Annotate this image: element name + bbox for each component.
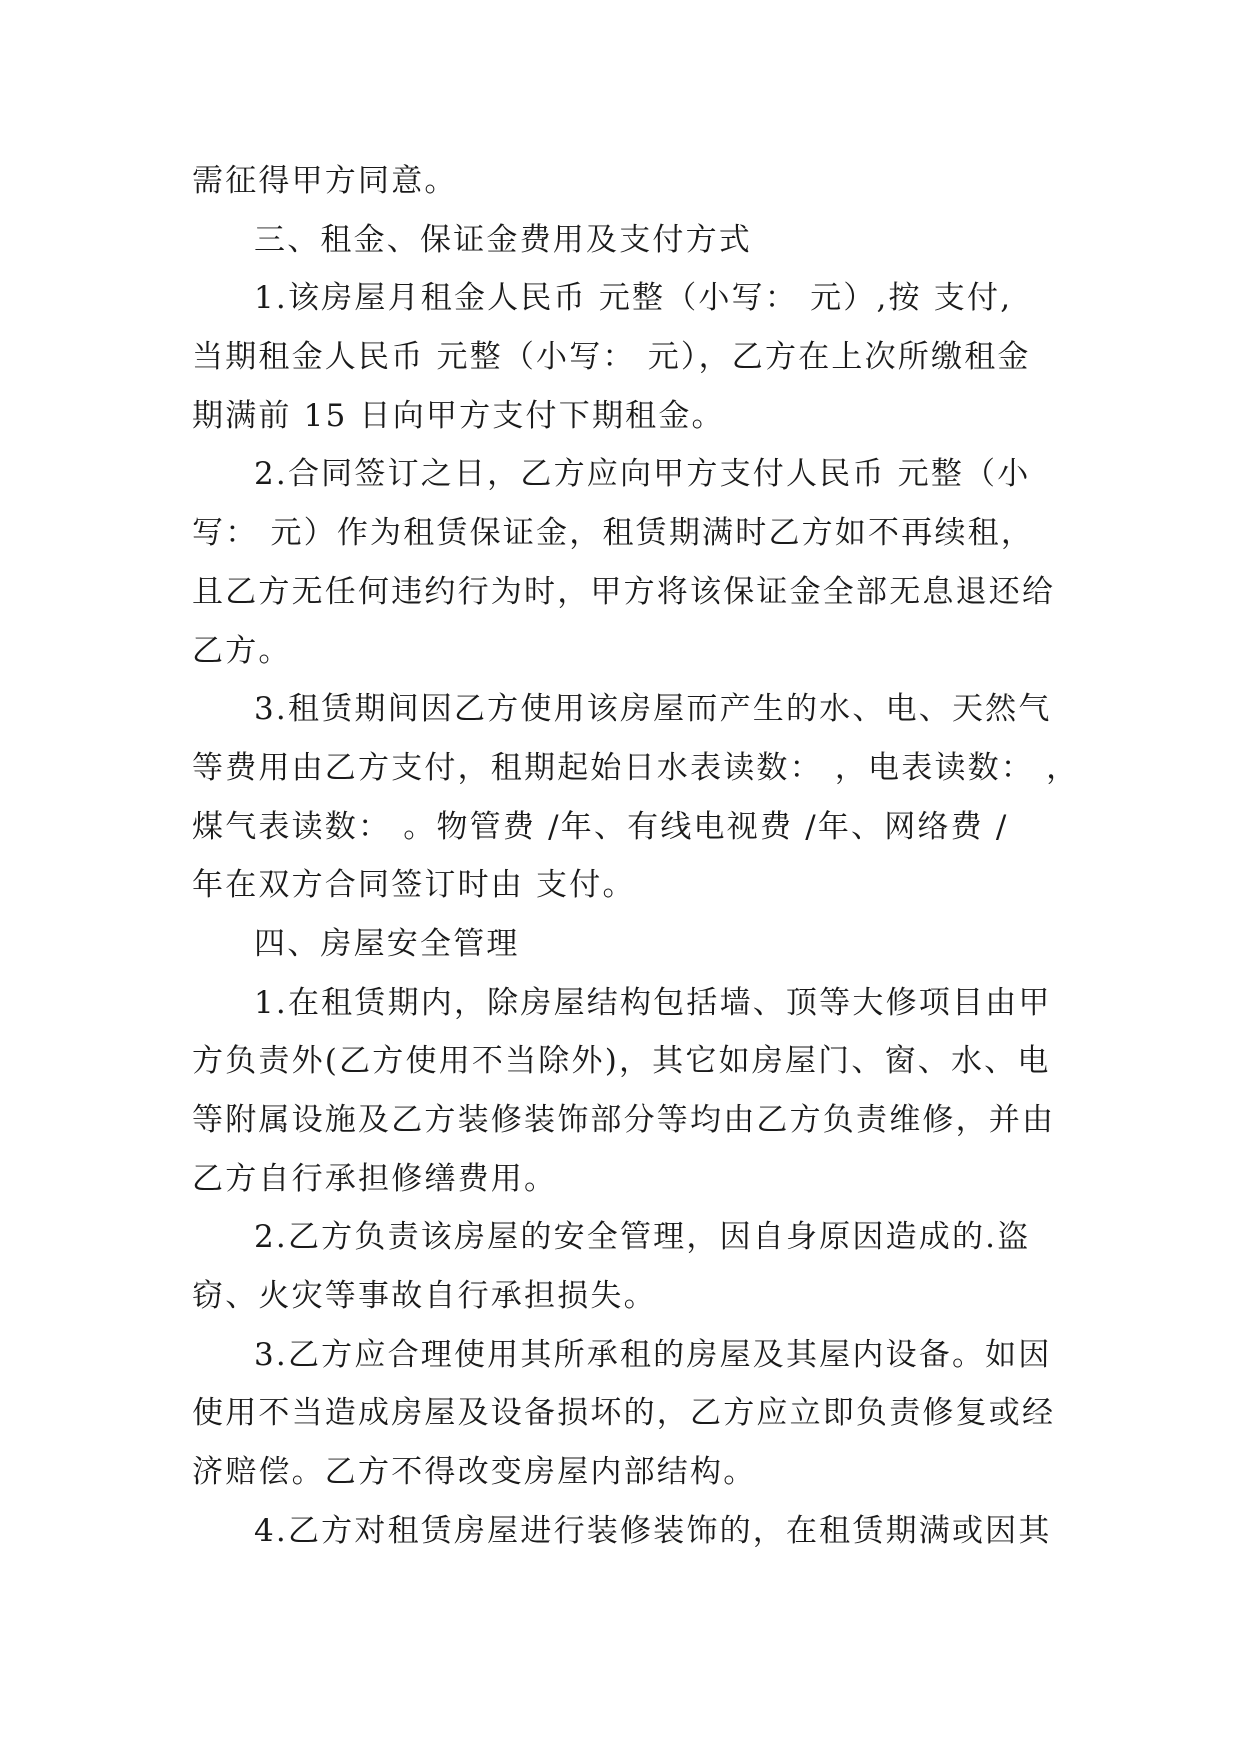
text-line: 3.乙方应合理使用其所承租的房屋及其屋内设备。如因 [254,1336,1052,1373]
text-line: 1.在租赁期内，除房屋结构包括墙、顶等大修项目由甲 [254,984,1052,1021]
text-line: 煤气表读数： 。物管费 /年、有线电视费 /年、网络费 / [192,808,1009,845]
text-line: 等附属设施及乙方装修装饰部分等均由乙方负责维修，并由 [192,1102,1056,1138]
text-line: 2.乙方负责该房屋的安全管理，因自身原因造成的.盗 [254,1219,1031,1256]
text-line: 1.该房屋月租金人民币 元整（小写： 元）,按 支付, [254,280,1013,317]
text-line: 3.租赁期间因乙方使用该房屋而产生的水、电、天然气 [254,691,1052,728]
text-line: 且乙方无任何违约行为时，甲方将该保证金全部无息退还给 [192,573,1056,610]
section-heading: 三、租金、保证金费用及支付方式 [254,221,752,258]
text-line: 乙方自行承担修缮费用。 [192,1160,558,1197]
text-line: 需征得甲方同意。 [192,163,458,199]
text-line: 2.合同签订之日，乙方应向甲方支付人民币 元整（小 [254,456,1031,493]
text-line: 济赔偿。乙方不得改变房屋内部结构。 [192,1454,757,1491]
text-line: 4.乙方对租赁房屋进行装修装饰的，在租赁期满或因其 [254,1512,1052,1549]
text-line: 当期租金人民币 元整（小写： 元），乙方在上次所缴租金 [192,339,1031,376]
text-line: 年在双方合同签订时由 支付。 [192,867,636,904]
text-line: 等费用由乙方支付，租期起始日水表读数： ，电表读数： ， [192,749,1080,786]
section-heading: 四、房屋安全管理 [254,925,520,962]
text-line: 窃、火灾等事故自行承担损失。 [192,1278,657,1315]
document-body [192,152,1080,1561]
text-line: 乙方。 [192,632,292,669]
text-line: 期满前 15 日向甲方支付下期租金。 [192,397,725,434]
text-line: 方负责外(乙方使用不当除外)，其它如房屋门、窗、水、电 [192,1043,1051,1080]
text-line: 使用不当造成房屋及设备损坏的，乙方应立即负责修复或经 [192,1395,1056,1432]
text-line: 写： 元）作为租赁保证金，租赁期满时乙方如不再续租， [192,515,1035,552]
